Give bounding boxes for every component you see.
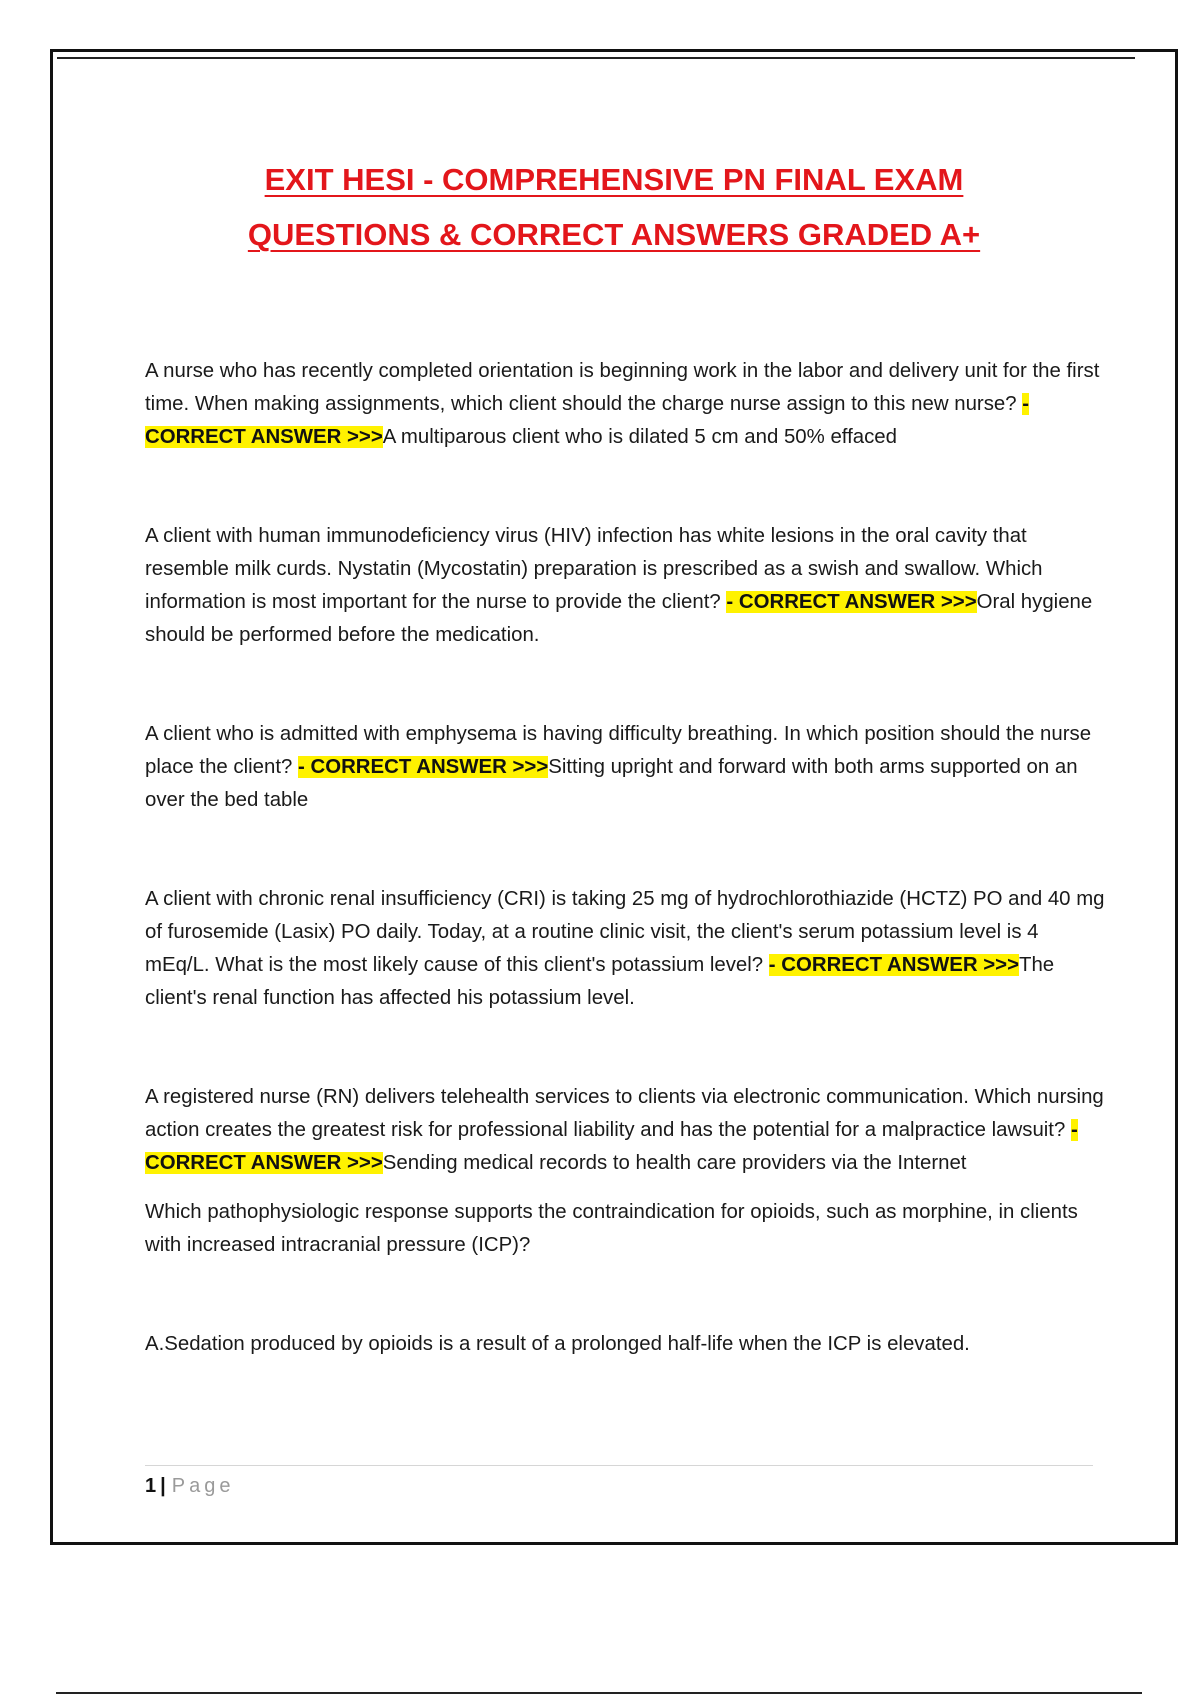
correct-answer-marker: - CORRECT ANSWER >>> <box>145 1119 1078 1174</box>
footer-separator: | <box>160 1475 166 1497</box>
page-frame <box>50 49 1178 1545</box>
correct-answer-marker: - CORRECT ANSWER >>> <box>145 393 1030 448</box>
page-number: 1 <box>145 1475 157 1497</box>
top-rule <box>57 57 1135 59</box>
question-text: A nurse who has recently completed orientation is beginning work in the labor and delivery unit for the first time. When making assignments, which client should the charge nurse assign to this new nurse? <box>145 360 1100 415</box>
open-question: Which pathophysiologic response supports the contraindication for opioids, such as morphine, in clients with increased intracranial pressure (ICP)? <box>145 1201 1078 1256</box>
correct-answer-marker: - CORRECT ANSWER >>> <box>298 756 549 778</box>
answer-text: Oral hygiene should be performed before the medication. <box>145 591 1093 646</box>
answer-option-a: A.Sedation produced by opioids is a result of a prolonged half-life when the ICP is elevated. <box>145 1333 970 1355</box>
question-text: A client with human immunodeficiency virus (HIV) infection has white lesions in the oral cavity that resemble milk curds. Nystatin (Mycostatin) preparation is prescribed as a swish and swallow. Which information is most important for the nurse to provide the client? <box>145 525 1043 613</box>
title-line-2: QUESTIONS & CORRECT ANSWERS GRADED A+ <box>247 217 981 252</box>
answer-text: A multiparous client who is dilated 5 cm and 50% effaced <box>382 426 897 448</box>
page-label: Page <box>171 1475 235 1497</box>
page-footer <box>145 1472 234 1500</box>
title-line-1: EXIT HESI - COMPREHENSIVE PN FINAL EXAM <box>264 162 964 197</box>
answer-text: Sitting upright and forward with both arms supported on an over the bed table <box>145 756 1078 811</box>
answer-text: Sending medical records to health care providers via the Internet <box>382 1152 967 1174</box>
qa-item-2 <box>145 520 1105 652</box>
footer-rule <box>145 1465 1093 1466</box>
qa-item-4 <box>145 883 1105 1015</box>
next-page-rule <box>56 1692 1142 1694</box>
qa-item-1 <box>145 355 1105 454</box>
question-text: A client with chronic renal insufficiency (CRI) is taking 25 mg of hydrochlorothiazide (HCTZ) PO and 40 mg of furosemide (Lasix) PO daily. Today, at a routine clinic visit, the client's serum potassium level is 4 mEq/L. What is the most likely cause of this client's potassium level? <box>145 888 1105 976</box>
document-title <box>53 152 1175 262</box>
question-text: A registered nurse (RN) delivers telehealth services to clients via electronic communication. Which nursing action creates the greatest risk for professional liability and has the potential for a malpractice lawsuit? <box>145 1086 1104 1141</box>
correct-answer-marker: - CORRECT ANSWER >>> <box>726 591 977 613</box>
correct-answer-marker: - CORRECT ANSWER >>> <box>768 954 1019 976</box>
qa-item-5 <box>145 1081 1105 1180</box>
question-list <box>145 355 1105 1427</box>
question-text: A client who is admitted with emphysema is having difficulty breathing. In which position should the nurse place the client? <box>145 723 1092 778</box>
answer-text: The client's renal function has affected his potassium level. <box>145 954 1055 1009</box>
qa-item-3 <box>145 718 1105 817</box>
